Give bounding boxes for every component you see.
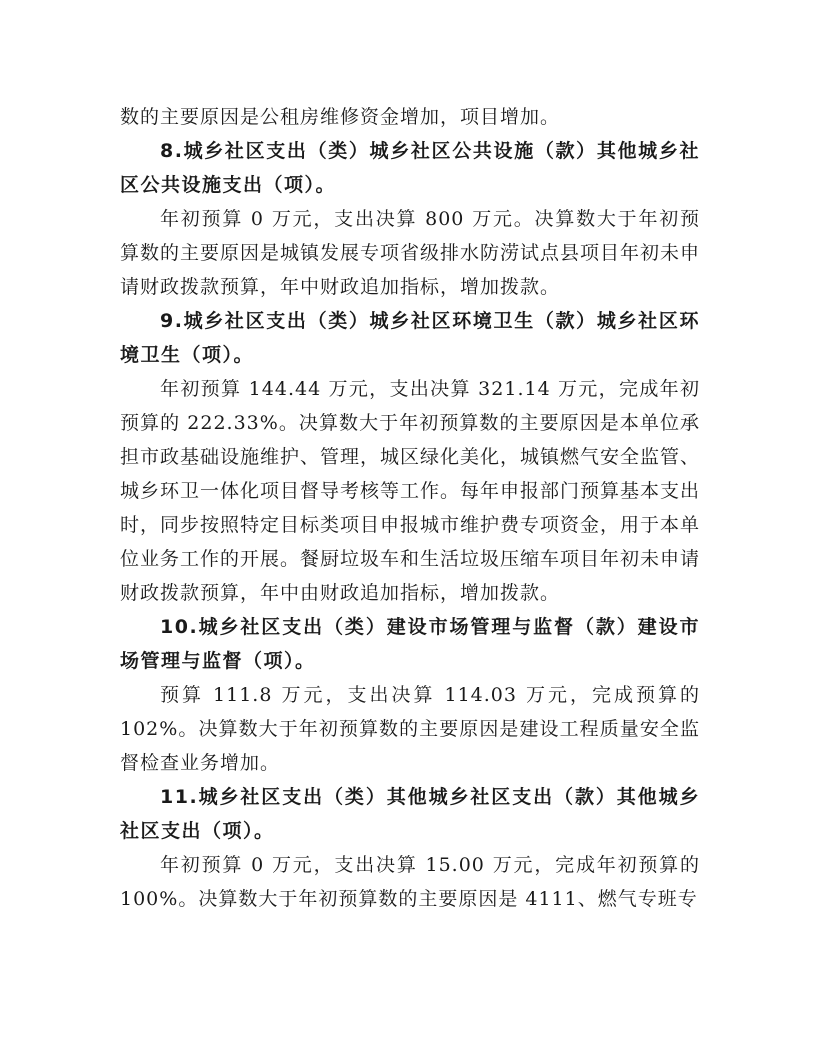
section-heading-11: 11.城乡社区支出（类）其他城乡社区支出（款）其他城乡社区支出（项）。	[120, 786, 700, 842]
paragraph-section-10: 预算 111.8 万元，支出决算 114.03 万元，完成预算的 102%。决算数大于年初预算数的主要原因是建设工程质量安全监督检查业务增加。	[120, 684, 700, 774]
paragraph-section-8: 年初预算 0 万元，支出决算 800 万元。决算数大于年初预算数的主要原因是城镇发展专项省级排水防涝试点县项目年初未申请财政拨款预算，年中财政追加指标，增加拨款。	[120, 208, 701, 298]
section-heading-8: 8.城乡社区支出（类）城乡社区公共设施（款）其他城乡社区公共设施支出（项）。	[120, 140, 700, 196]
paragraph-section-11: 年初预算 0 万元，支出决算 15.00 万元，完成年初预算的 100%。决算数大于年初预算数的主要原因是 4111、燃气专班专	[120, 854, 700, 910]
section-heading-10: 10.城乡社区支出（类）建设市场管理与监督（款）建设市场管理与监督（项）。	[120, 616, 700, 672]
paragraph-section-9: 年初预算 144.44 万元，支出决算 321.14 万元，完成年初预算的 222.33%。决算数大于年初预算数的主要原因是本单位承担市政基础设施维护、管理，城区绿化美化，城镇燃气安全监管、城乡环卫一体化项目督导考核等工作。每年申报部门预算基本支出时，同步按照特定目标类项目申报城市维护费专项资金，用于本单位业务工作的开展。餐厨垃圾车和生活垃圾压缩车项目年初未申请财政拨款预算，年中由财政追加指标，增加拨款。	[120, 378, 701, 604]
paragraph-continuation: 数的主要原因是公租房维修资金增加，项目增加。	[120, 106, 561, 128]
section-heading-9: 9.城乡社区支出（类）城乡社区环境卫生（款）城乡社区环境卫生（项）。	[120, 310, 700, 366]
document-page	[120, 100, 700, 916]
